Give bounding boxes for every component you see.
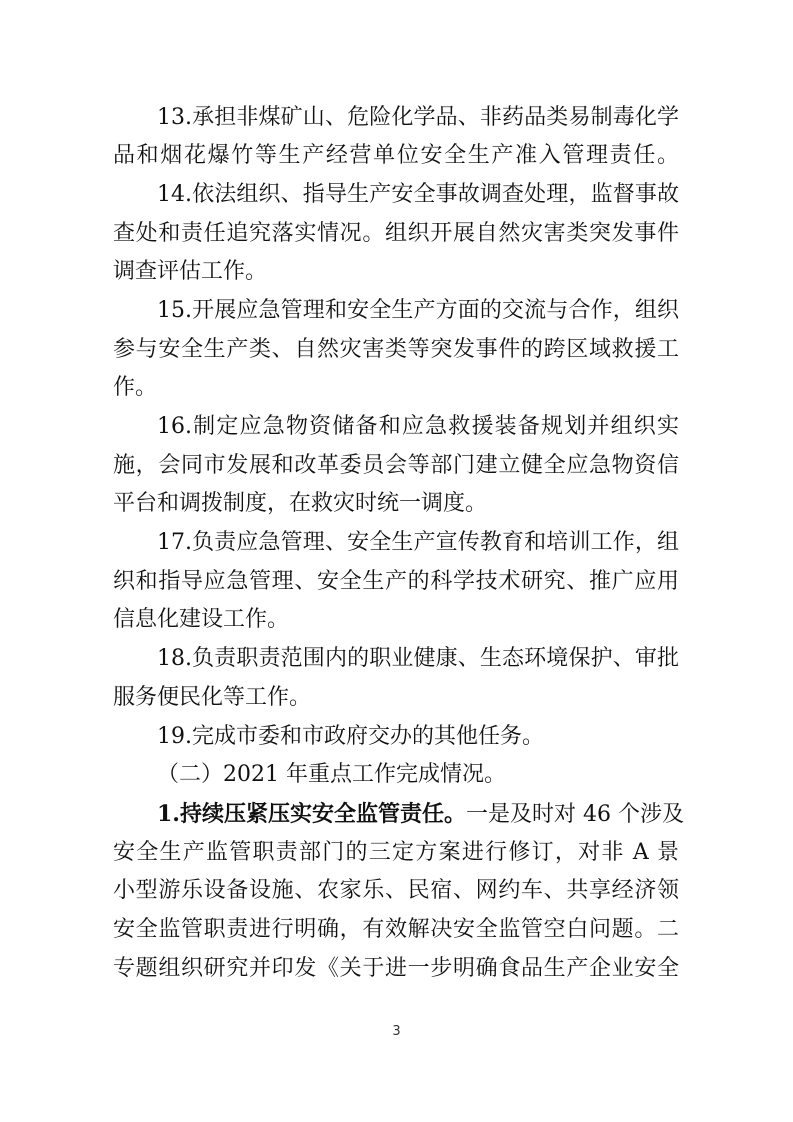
text-line: 14.依法组织、指导生产安全事故调查处理，监督事故 bbox=[157, 182, 679, 207]
text-line: 施，会同市发展和改革委员会等部门建立健全应急物资信 bbox=[113, 453, 679, 478]
text-line: 信息化建设工作。 bbox=[113, 607, 290, 632]
text-line bbox=[157, 799, 684, 830]
text-line: 18.负责职责范围内的职业健康、生态环境保护、审批 bbox=[157, 646, 679, 671]
text-line: 调查评估工作。 bbox=[113, 259, 268, 284]
text-line: 织和指导应急管理、安全生产的科学技术研究、推广应用 bbox=[113, 569, 679, 594]
text-line: 专题组织研究并印发《关于进一步明确食品生产企业安全 bbox=[113, 956, 679, 981]
text-line: 19.完成市委和市政府交办的其他任务。 bbox=[157, 724, 544, 749]
text-line: 安全监管职责进行明确，有效解决安全监管空白问题。二 bbox=[113, 917, 679, 942]
text-line: 16.制定应急物资储备和应急救援装备规划并组织实 bbox=[157, 414, 679, 439]
text-line: 小型游乐设备设施、农家乐、民宿、网约车、共享经济领 bbox=[113, 878, 679, 903]
text-line: 13.承担非煤矿山、危险化学品、非药品类易制毒化学 bbox=[157, 105, 679, 130]
section-heading: （二）2021 年重点工作完成情况。 bbox=[157, 762, 506, 787]
text-line: 15.开展应急管理和安全生产方面的交流与合作，组织 bbox=[157, 298, 679, 323]
text-line: 作。 bbox=[113, 375, 158, 400]
page-number: 3 bbox=[392, 1024, 401, 1039]
text-span: 一是及时对 46 个涉及 bbox=[465, 802, 684, 827]
bold-lead: 1.持续压紧压实安全监管责任。 bbox=[157, 801, 466, 827]
text-line: 查处和责任追究落实情况。组织开展自然灾害类突发事件 bbox=[113, 221, 679, 246]
text-line: 17.负责应急管理、安全生产宣传教育和培训工作，组 bbox=[157, 530, 679, 555]
text-line: 平台和调拨制度，在救灾时统一调度。 bbox=[113, 491, 488, 516]
text-line: 安全生产监管职责部门的三定方案进行修订，对非 A 景 bbox=[113, 840, 679, 865]
text-line: 服务便民化等工作。 bbox=[113, 685, 312, 710]
text-line: 参与安全生产类、自然灾害类等突发事件的跨区域救援工 bbox=[113, 337, 679, 362]
text-line: 品和烟花爆竹等生产经营单位安全生产准入管理责任。 bbox=[113, 143, 679, 168]
